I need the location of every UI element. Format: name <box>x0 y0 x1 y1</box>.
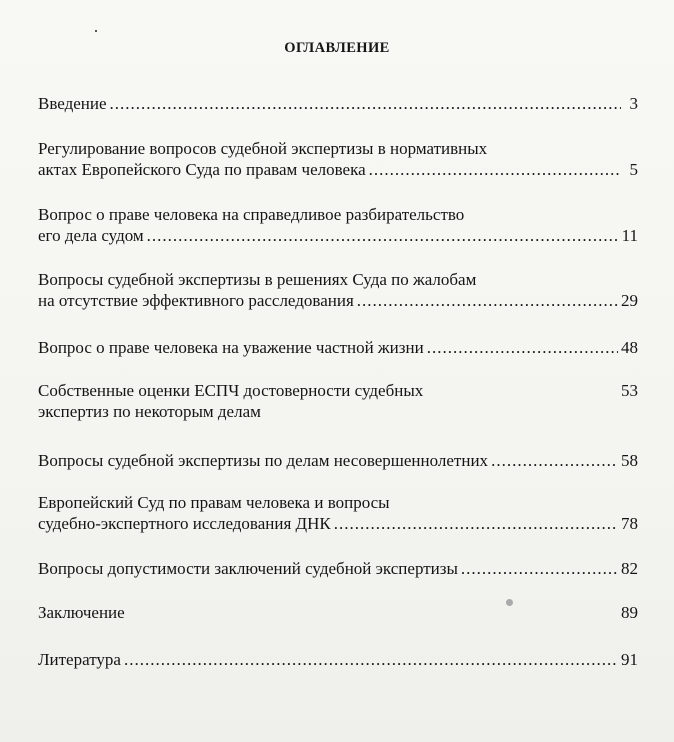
toc-entry-title: Вопросы допустимости заключений судебной экспертизы <box>38 559 458 578</box>
toc-entry-row <box>38 450 638 471</box>
toc-entry-regulation <box>38 138 638 180</box>
toc-entry-row <box>38 380 638 401</box>
toc-entry-title: актах Европейского Суда по правам человека <box>38 160 366 179</box>
toc-entry-title: Вопрос о праве человека на уважение частной жизни <box>38 338 424 357</box>
toc-entry-title: Введение <box>38 94 107 113</box>
toc-entry-title: на отсутствие эффективного расследования <box>38 291 354 310</box>
toc-entry-conclusion <box>38 602 638 623</box>
toc-entry-page: 3 <box>629 94 638 113</box>
toc-entry-row <box>38 602 638 623</box>
toc-entry-title-line1: Вопросы судебной экспертизы в решениях Суда по жалобам <box>38 270 477 289</box>
toc-entry-title: Литература <box>38 650 121 669</box>
toc-entry-literature <box>38 649 638 670</box>
toc-entry-page: 91 <box>621 650 638 669</box>
toc-entry-row <box>38 513 638 534</box>
toc-entry-page: 78 <box>621 514 638 533</box>
toc-entry-title: судебно-экспертного исследования ДНК <box>38 514 331 533</box>
toc-entry-page: 5 <box>629 160 638 179</box>
toc-entry-private-life <box>38 337 638 358</box>
toc-entry-title-line1: Вопрос о праве человека на справедливое разбирательство <box>38 205 465 224</box>
toc-leader-dots <box>124 649 618 670</box>
toc-entry-page: 89 <box>621 603 638 622</box>
toc-leader-dots <box>427 337 618 358</box>
toc-entry-admissibility <box>38 558 638 579</box>
toc-entry-page: 11 <box>621 226 638 245</box>
toc-entry-introduction <box>38 93 638 114</box>
toc-entry-dna <box>38 492 638 534</box>
toc-entry-row <box>38 558 638 579</box>
toc-leader-dots <box>357 290 618 311</box>
toc-entry-own-assessments <box>38 380 638 422</box>
toc-entry-page: 58 <box>621 451 638 470</box>
toc-entry-title: экспертиз по некоторым делам <box>38 402 261 421</box>
toc-entry-title-line1: Европейский Суд по правам человека и вопросы <box>38 493 390 512</box>
toc-leader-dots <box>334 513 618 534</box>
toc-entry-row <box>38 93 638 114</box>
toc-leader-dots <box>491 450 618 471</box>
toc-entry-page: 53 <box>621 381 638 400</box>
toc-leader-dots <box>147 225 619 246</box>
toc-entry-page: 48 <box>621 338 638 357</box>
toc-entry-investigation <box>38 269 638 311</box>
toc-entry-page: 29 <box>621 291 638 310</box>
toc-entry-minors <box>38 450 638 471</box>
toc-leader-dots <box>369 159 621 180</box>
toc-entry-row <box>38 649 638 670</box>
toc-heading: ОГЛАВЛЕНИЕ <box>284 40 390 56</box>
toc-entry-row <box>38 159 638 180</box>
toc-entry-row <box>38 225 638 246</box>
toc-leader-dots <box>461 558 618 579</box>
toc-entry-title: Вопросы судебной экспертизы по делам несовершеннолетних <box>38 451 489 470</box>
toc-entry-row <box>38 290 638 311</box>
toc-entry-title: Заключение <box>38 603 125 622</box>
toc-entry-title-line1: Собственные оценки ЕСПЧ достоверности судебных <box>38 381 424 400</box>
scan-speck <box>506 599 513 606</box>
toc-entry-title: его дела судом <box>38 226 144 245</box>
toc-entry-title-line1: Регулирование вопросов судебной экспертизы в нормативных <box>38 139 488 158</box>
toc-entry-row <box>38 337 638 358</box>
toc-entry-page: 82 <box>621 559 638 578</box>
scan-speck <box>95 30 97 32</box>
toc-entry-fair-trial <box>38 204 638 246</box>
toc-leader-dots <box>110 93 621 114</box>
